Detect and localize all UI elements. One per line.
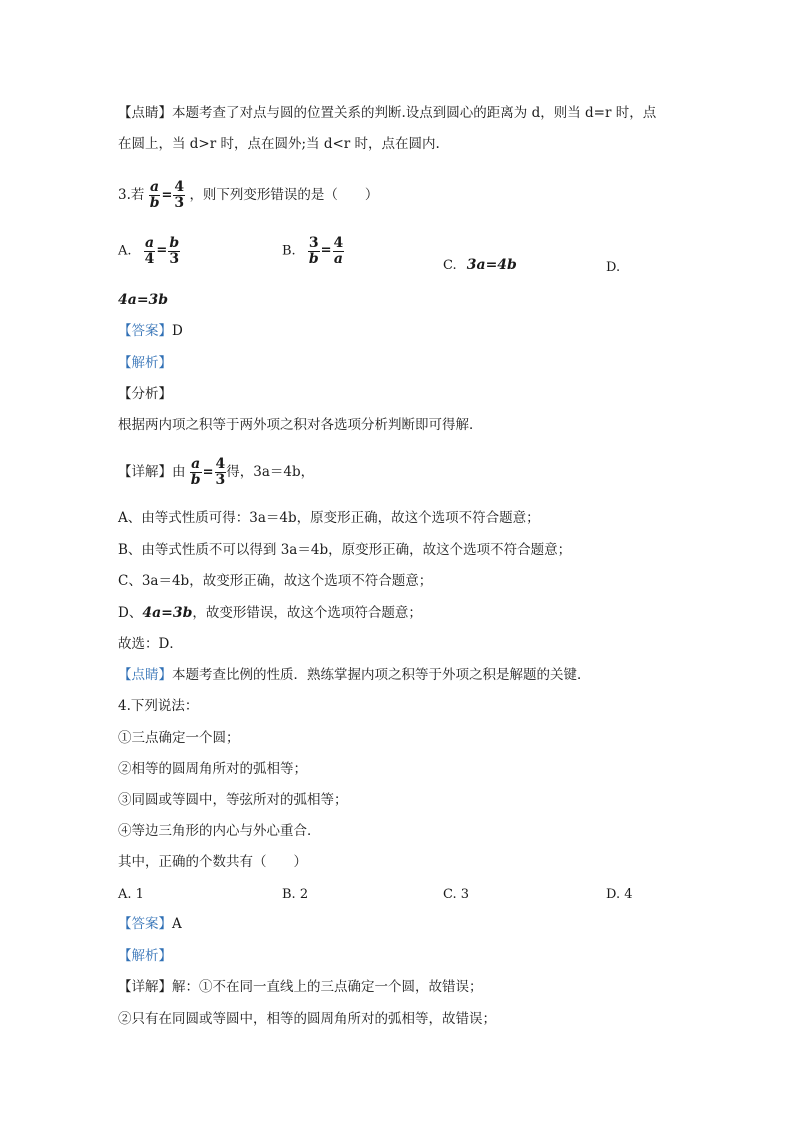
frac-num: a (150, 179, 160, 195)
q3-option-b (282, 234, 344, 269)
frac-den: 3 (215, 472, 226, 488)
option-d-expr: 4a=3b (118, 292, 169, 308)
line-d-expr: 4a=3b (142, 605, 193, 621)
frac-den: b (190, 472, 201, 488)
q3-line-b: B、由等式性质不可以得到 3a＝4b，原变形正确，故这个选项不符合题意； (118, 542, 572, 558)
q3-fenxi-tag: 【分析】 (118, 386, 172, 402)
q4-option-a: A. 1 (118, 887, 144, 902)
q3-line-c: C、3a＝4b，故变形正确，故这个选项不符合题意； (118, 573, 433, 589)
frac-num: 4 (174, 179, 185, 195)
q4-option-d: D. 4 (606, 887, 633, 902)
answer-tag: 【答案】 (118, 916, 172, 932)
detail-suffix: 得，3a＝4b， (226, 464, 315, 480)
answer-value: D (172, 323, 183, 339)
equals-sign: = (156, 243, 168, 258)
detail-fraction-a-over-b (190, 457, 202, 488)
option-b-frac-right (333, 236, 345, 267)
q4-option-b: B. 2 (282, 887, 309, 902)
frac-den: b (308, 250, 319, 267)
answer-tag: 【答案】 (118, 323, 172, 339)
equals-sign: = (320, 243, 332, 258)
q4-option-c: C. 3 (443, 887, 470, 902)
q3-line-a: A、由等式性质可得：3a＝4b，原变形正确，故这个选项不符合题意； (118, 510, 540, 526)
dianjing-paragraph-top (118, 104, 656, 122)
detail-tag: 【详解】 (118, 464, 172, 480)
option-a-frac-left (144, 236, 156, 267)
q3-option-d: D. (606, 260, 621, 275)
frac-num: 4 (333, 234, 344, 251)
q3-suffix: ，则下列变形错误的是（ ） (189, 187, 379, 203)
q4-answer (118, 915, 182, 933)
q3-fraction-a-over-b (149, 180, 161, 211)
frac-den: b (149, 195, 160, 211)
dianjing-text: 本题考查了对点与圆的位置关系的判断.设点到圆心的距离为 d，则当 d=r 时，点 (172, 105, 657, 121)
q3-option-d-expression (118, 291, 168, 310)
q3-fenxi-text: 根据两内项之积等于两外项之积对各选项分析判断即可得解． (118, 417, 483, 433)
frac-num: a (145, 234, 155, 251)
q3-option-c (443, 256, 517, 275)
q4-detail-line1 (118, 978, 483, 996)
frac-num: a (191, 456, 201, 472)
option-letter: A. (118, 243, 132, 259)
frac-num: b (169, 234, 180, 251)
q4-detail-line2: ②只有在同圆或等圆中，相等的圆周角所对的弧相等，故错误； (118, 1011, 496, 1027)
q3-option-a (118, 234, 180, 269)
equals-sign: = (202, 464, 214, 480)
q3-analysis-tag: 【解析】 (118, 355, 172, 371)
question-3-stem (118, 178, 378, 213)
q4-statement-2: ②相等的圆周角所对的弧相等； (118, 761, 307, 777)
q3-detail-line (118, 455, 314, 490)
q3-dianjing (118, 666, 591, 684)
q4-stem: 4.下列说法： (118, 698, 199, 714)
detail-fraction-4-over-3 (215, 457, 227, 488)
q3-choose: 故选：D． (118, 636, 183, 652)
option-letter: C. (443, 258, 457, 273)
q3-prefix: 3.若 (118, 187, 145, 203)
detail-tag: 【详解】 (118, 979, 172, 995)
detail-prefix: 由 (172, 464, 186, 480)
dianjing-paragraph-top-line2: 在圆上，当 d>r 时，点在圆外;当 d<r 时，点在圆内. (118, 136, 440, 152)
q4-ask: 其中，正确的个数共有（ ） (118, 854, 307, 870)
equals-sign: = (161, 187, 173, 203)
frac-den: 3 (174, 195, 185, 211)
dianjing-tag: 【点睛】 (118, 105, 172, 121)
detail-text: 解：①不在同一直线上的三点确定一个圆，故错误； (172, 979, 483, 995)
q3-line-d (118, 604, 422, 622)
q3-answer (118, 322, 183, 340)
option-letter: B. (282, 243, 296, 259)
option-b-frac-left (308, 236, 320, 267)
line-d-suffix: ，故变形错误，故这个选项符合题意； (192, 605, 422, 621)
frac-num: 3 (308, 234, 319, 251)
q4-analysis-tag: 【解析】 (118, 948, 172, 964)
dianjing-text: 本题考查比例的性质．熟练掌握内项之积等于外项之积是解题的关键． (172, 667, 591, 683)
option-a-frac-right (168, 236, 180, 267)
q4-statement-3: ③同圆或等圆中，等弦所对的弧相等； (118, 792, 348, 808)
frac-den: a (333, 250, 343, 267)
dianjing-tag: 【点睛】 (118, 667, 172, 683)
answer-value: A (172, 916, 182, 932)
q4-statement-1: ①三点确定一个圆； (118, 730, 240, 746)
frac-den: 4 (144, 250, 155, 267)
frac-den: 3 (169, 250, 180, 267)
line-d-prefix: D、 (118, 605, 143, 621)
q4-statement-4: ④等边三角形的内心与外心重合． (118, 823, 321, 839)
q3-fraction-4-over-3 (173, 180, 185, 211)
frac-num: 4 (215, 456, 226, 472)
option-c-expression: 3a=4b (466, 257, 517, 273)
